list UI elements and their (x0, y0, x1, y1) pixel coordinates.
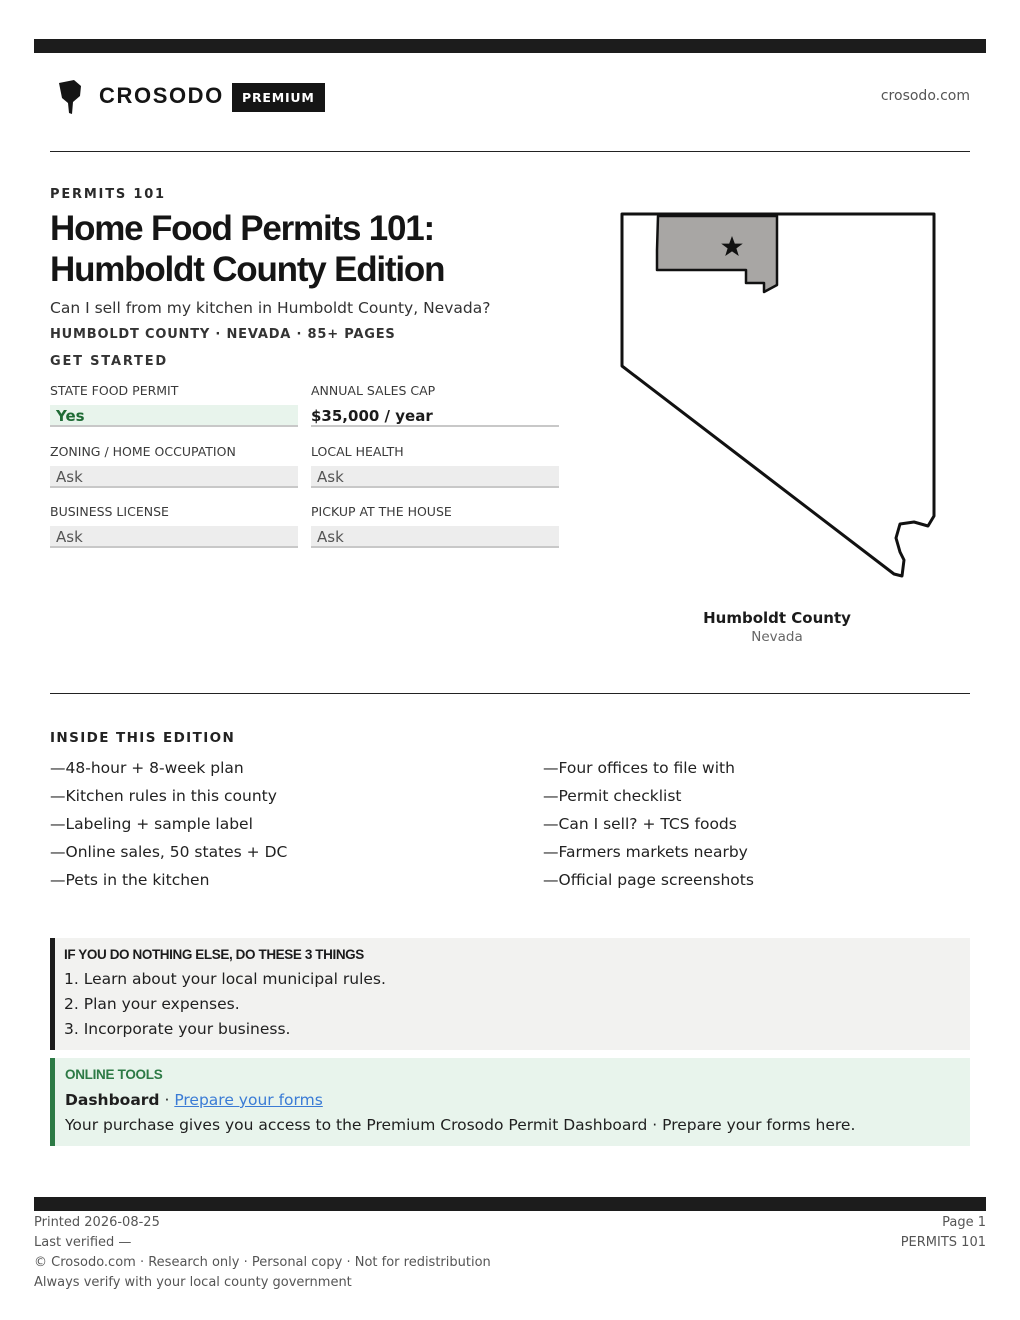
last-verified: Last verified — (34, 1235, 132, 1250)
map-county-name: Humboldt County (703, 609, 851, 627)
tools-link-line (65, 1088, 970, 1113)
brand-name: CROSODO (99, 83, 224, 108)
section-divider (50, 693, 970, 694)
page-number: Page 1 (942, 1215, 986, 1230)
callout-title: IF YOU DO NOTHING ELSE, DO THESE 3 THINGS (64, 947, 364, 962)
title-line-2: Humboldt County Edition (50, 250, 445, 289)
state-map (618, 210, 938, 582)
title-line-1: Home Food Permits 101: (50, 209, 434, 248)
field-label: LOCAL HEALTH (311, 444, 404, 459)
field-value: Ask (311, 466, 559, 488)
tools-title: ONLINE TOOLS (65, 1067, 163, 1082)
premium-badge: PREMIUM (232, 83, 325, 112)
toc-item: —Farmers markets nearby (543, 843, 748, 861)
toc-item: —Official page screenshots (543, 871, 754, 889)
field-zoning (50, 443, 298, 488)
page-title (50, 208, 590, 290)
field-business-license (50, 503, 298, 548)
top-bar (34, 39, 986, 53)
subtitle: Can I sell from my kitchen in Humboldt County, Nevada? (50, 299, 491, 317)
callout-item: 1. Learn about your local municipal rules. (64, 970, 386, 988)
get-started-heading: GET STARTED (50, 354, 168, 369)
verify-note: Always verify with your local county government (34, 1275, 352, 1290)
page-header (50, 78, 970, 118)
field-state-food-permit (50, 382, 298, 427)
toc-item: —Permit checklist (543, 787, 682, 805)
field-value: Ask (311, 526, 559, 548)
footer-left (34, 1213, 491, 1293)
meta-line: HUMBOLDT COUNTY · NEVADA · 85+ PAGES (50, 327, 396, 342)
priority-callout (50, 938, 970, 1050)
field-label: PICKUP AT THE HOUSE (311, 504, 452, 519)
toc-item: —48-hour + 8-week plan (50, 759, 244, 777)
toc-item: —Pets in the kitchen (50, 871, 210, 889)
field-label: ANNUAL SALES CAP (311, 383, 436, 398)
inside-heading: INSIDE THIS EDITION (50, 730, 236, 746)
footer-right (901, 1213, 986, 1253)
field-pickup-at-house (311, 503, 559, 548)
callout-list (64, 967, 970, 1042)
field-value: Yes (50, 405, 298, 427)
copyright: © Crosodo.com · Research only · Personal copy · Not for redistribution (34, 1255, 491, 1270)
field-value: Ask (50, 526, 298, 548)
field-annual-sales-cap (311, 382, 559, 427)
dashboard-label: Dashboard (65, 1091, 160, 1109)
field-label: STATE FOOD PERMIT (50, 383, 179, 398)
prepare-forms-link[interactable]: Prepare your forms (174, 1091, 323, 1109)
callout-item: 3. Incorporate your business. (64, 1020, 291, 1038)
toc-item: —Four offices to file with (543, 759, 735, 777)
map-state-name: Nevada (751, 629, 803, 645)
eyebrow: PERMITS 101 (50, 187, 166, 202)
logo-icon (58, 80, 82, 114)
header-divider (50, 151, 970, 152)
online-tools-box (50, 1058, 970, 1146)
map-caption (657, 609, 897, 645)
field-local-health (311, 443, 559, 488)
toc-left (50, 757, 287, 897)
callout-item: 2. Plan your expenses. (64, 995, 240, 1013)
field-label: ZONING / HOME OCCUPATION (50, 444, 236, 459)
printed-date: Printed 2026-08-25 (34, 1215, 160, 1230)
toc-item: —Online sales, 50 states + DC (50, 843, 288, 861)
site-url[interactable]: crosodo.com (880, 88, 970, 104)
tools-separator: · (159, 1091, 175, 1109)
field-value: $35,000 / year (311, 405, 559, 427)
toc-item: —Labeling + sample label (50, 815, 253, 833)
toc-item: —Kitchen rules in this county (50, 787, 277, 805)
footer-section: PERMITS 101 (900, 1235, 986, 1250)
tools-description: Your purchase gives you access to the Premium Crosodo Permit Dashboard · Prepare your forms here. (65, 1116, 856, 1134)
toc-right (543, 757, 754, 897)
toc-item: —Can I sell? + TCS foods (543, 815, 737, 833)
bottom-bar (34, 1197, 986, 1211)
field-value: Ask (50, 466, 298, 488)
field-label: BUSINESS LICENSE (50, 504, 169, 519)
